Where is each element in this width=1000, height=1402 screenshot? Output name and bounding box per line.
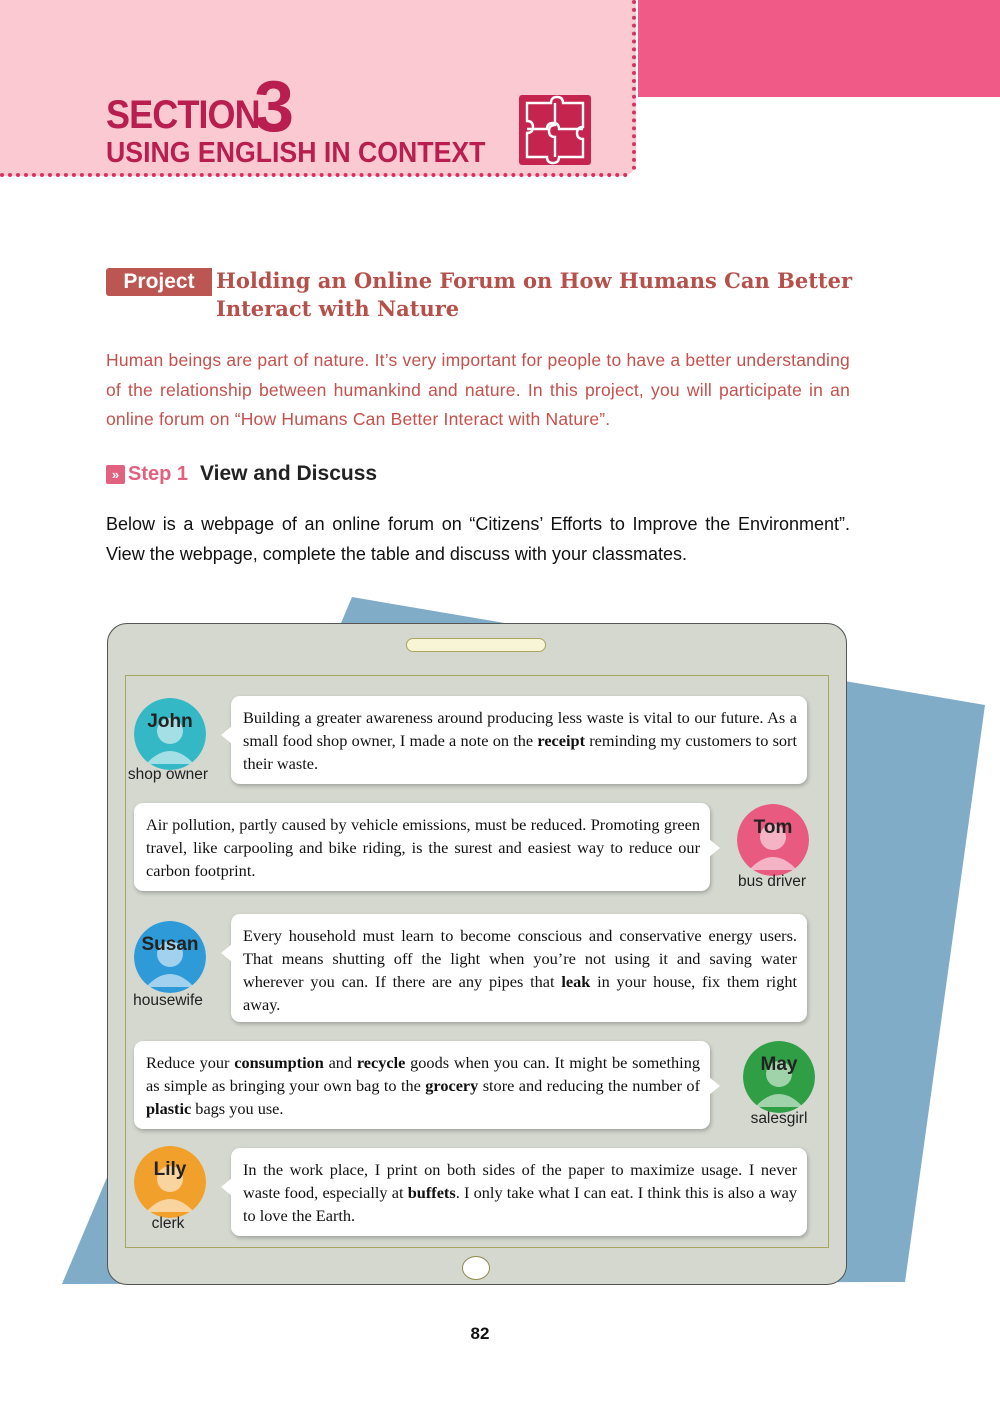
avatar [134,921,206,993]
user-silhouette-icon [743,1041,815,1113]
avatar [737,804,809,876]
post-text [146,815,700,880]
post-text-segment: goods when you can. It might be something as simple as bringing your own bag to the [146,1053,700,1095]
user-name: Susan [141,934,199,955]
forum-post [125,914,825,1026]
forum-post [125,1041,825,1133]
step-title: View and Discuss [200,462,378,485]
user-name: Tom [753,817,793,838]
section-label: SECTION [106,93,260,137]
tablet-home-button [462,1256,490,1280]
post-text-segment: Air pollution, partly caused by vehicle emissions, must be reduced. Promoting green travel, like carpooling and bike riding, is the surest and easiest way to reduce our carbon footprint. [146,815,700,880]
user-silhouette-icon [134,698,206,770]
post-text-segment: Every household must learn to become conscious and conservative energy users. That means shutting off the light when you’re not using it and saving water wherever you can. If there are any pipes that [243,926,797,991]
keyword: grocery [425,1076,479,1095]
keyword: buffets [407,1183,456,1202]
user-role: shop owner [127,766,209,783]
step-instructions: Below is a webpage of an online forum on “Citizens’ Efforts to Improve the Environment”. View the webpage, complete the table and discuss with your classmates. [106,514,850,564]
post-text [243,926,797,1014]
forum-post [125,696,825,788]
user-silhouette-icon [134,921,206,993]
post-text [243,1160,797,1225]
post-text-segment: In the work place, I print on both sides of the paper to maximize usage. I never waste food, especially at [243,1160,797,1202]
project-badge: Project [106,268,212,296]
keyword: receipt [537,731,586,750]
keyword: leak [561,972,591,991]
post-text-segment: Reduce your [146,1053,235,1072]
user-name: May [760,1054,798,1075]
forum-post [125,1148,825,1240]
post-text-segment: Building a greater awareness around producing less waste is vital to our future. As a small food shop owner, I made a note on the [243,708,797,750]
post-text-segment: and [323,1053,357,1072]
user-role: clerk [151,1215,185,1232]
avatar [134,1146,206,1218]
post-text-segment: store and reducing the number of [478,1076,700,1095]
section-subtitle: USING ENGLISH IN CONTEXT [106,137,486,169]
user-silhouette-icon [737,804,809,876]
double-chevron-right-icon: » [106,465,125,484]
user-role: salesgirl [750,1110,808,1127]
tablet-speaker-slot [406,638,546,652]
post-text [243,708,797,773]
user-role: housewife [133,992,203,1009]
section-number: 3 [254,67,295,147]
keyword: consumption [234,1053,324,1072]
speech-bubble [231,1148,807,1236]
post-text-segment: reminding my customers to sort their waste. [243,731,797,773]
speech-bubble [231,914,807,1022]
avatar [743,1041,815,1113]
step-label: Step 1 [128,462,189,485]
keyword: recycle [356,1053,406,1072]
speech-bubble [134,1041,710,1129]
user-name: John [147,711,193,732]
user-name: Lily [153,1159,187,1180]
keyword: plastic [146,1099,192,1118]
post-text-segment: in your house, fix them right away. [243,972,798,1014]
speech-bubble [134,803,710,891]
post-text [146,1053,700,1118]
avatar [134,698,206,770]
project-title: Holding an Online Forum on How Humans Can Better Interact with Nature [216,268,853,321]
user-silhouette-icon [134,1146,206,1218]
page-number: 82 [470,1324,490,1343]
post-text-segment: . I only take what I can eat. I think this is also a way to love the Earth. [243,1183,797,1225]
speech-bubble [231,696,807,784]
forum-post [125,803,825,895]
post-text-segment: bags you use. [191,1099,284,1118]
user-role: bus driver [737,873,807,890]
project-intro: Human beings are part of nature. It’s very important for people to have a better understanding of the relationship between humankind and nature. In this project, you will participate in an online forum on “How Humans Can Better Interact with Nature”. [106,350,850,429]
